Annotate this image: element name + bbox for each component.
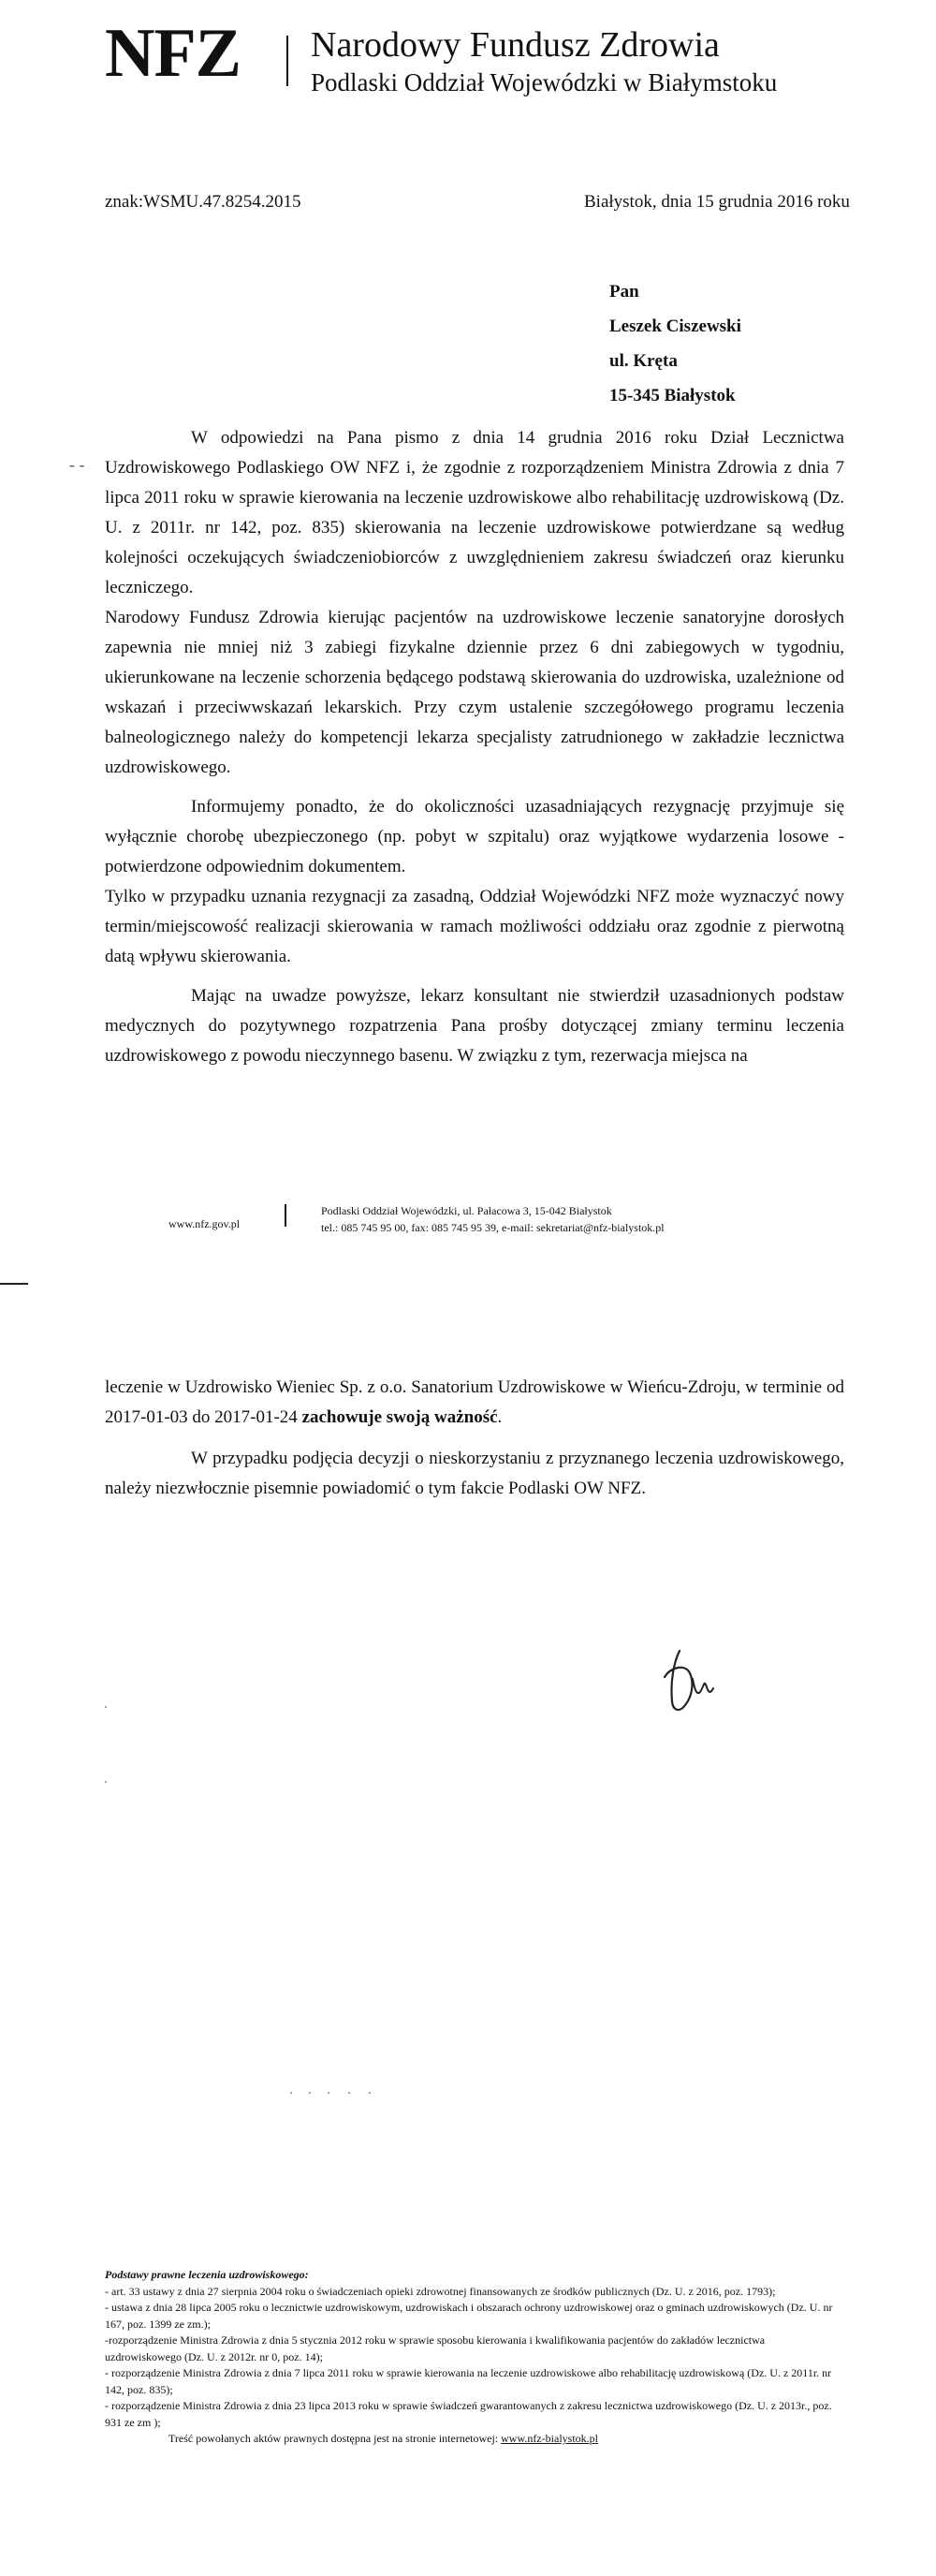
legal-item: - rozporządzenie Ministra Zdrowia z dnia 23 lipca 2013 roku w sprawie świadczeń gwarantowanych z zakresu lecznictwa uzdrowiskowego (Dz. U. z 2013r., poz. 931 ze zm ); — [105, 2399, 832, 2429]
legal-item: -rozporządzenie Ministra Zdrowia z dnia 5 stycznia 2012 roku w sprawie sposobu kierowania i kwalifikowania pacjentów do zakładów lecznictwa uzdrowiskowego (Dz. U. z 2012r. nr 0, poz. 14); — [105, 2333, 766, 2363]
branch-name: Podlaski Oddział Wojewódzki w Białymstoku — [311, 67, 778, 96]
footer-address-line: Podlaski Oddział Wojewódzki, ul. Pałacowa 3, 15-042 Białystok — [321, 1204, 612, 1217]
letter-body-continued — [105, 1373, 844, 1504]
paragraph-3: Informujemy ponadto, że do okoliczności uzasadniających rezygnację przyjmuje się wyłącznie chorobę ubezpieczonego (np. pobyt w szpitalu) oraz wyjątkowe wydarzenia losowe - potwierdzone odpowiednim dokumentem. — [105, 797, 844, 876]
continuation-text: leczenie w Uzdrowisko Wieniec Sp. z o.o. Sanatorium Uzdrowiskowe w Wieńcu-Zdroju, w terminie od 2017-01-03 do 2017-01-24 — [105, 1377, 844, 1427]
recipient-name: Leszek Ciszewski — [609, 316, 741, 336]
scan-dot — [105, 1706, 107, 1708]
reference-number: znak:WSMU.47.8254.2015 — [105, 192, 301, 212]
legal-item: - art. 33 ustawy z dnia 27 sierpnia 2004 roku o świadczeniach opieki zdrowotnej finansowanych ze środków publicznych (Dz. U. z 2016, poz. 1793); — [105, 2284, 776, 2298]
paragraph-4: Tylko w przypadku uznania rezygnacji za zasadną, Oddział Wojewódzki NFZ może wyznaczyć nowy termin/miejscowość realizacji skierowania w ramach możliwości oddziału oraz zgodnie z pierwotną datą wpływu skierowania. — [105, 887, 844, 966]
recipient-street: ul. Kręta — [609, 351, 678, 371]
legal-source-note — [105, 2431, 844, 2448]
scan-dot — [348, 2092, 350, 2094]
margin-mark: - - — [69, 455, 85, 474]
letterhead — [311, 24, 777, 97]
footer-contact — [321, 1202, 665, 1236]
institution-name: Narodowy Fundusz Zdrowia — [311, 25, 720, 65]
paragraph-2: Narodowy Fundusz Zdrowia kierując pacjentów na uzdrowiskowe leczenie sanatoryjne dorosłych zapewnia nie mniej niż 3 zabiegi fizykalne dziennie przez 6 dni zabiegowych w tygodniu, ukierunkowane na leczenie schorzenia będącego podstawą skierowania do uzdrowiska, uzależnione od wskazań i przeciwwskazań lekarskich. Przy czym ustalenie szczegółowego programu leczenia balneologicznego należy do kompetencji lekarza specjalisty zatrudnionego w zakładzie lecznictwa uzdrowiskowego. — [105, 608, 844, 777]
paragraph-1: W odpowiedzi na Pana pismo z dnia 14 grudnia 2016 roku Dział Lecznictwa Uzdrowiskowego Podlaskiego OW NFZ i, że zgodnie z rozporządzeniem Ministra Zdrowia z dnia 7 lipca 2011 roku w sprawie kierowania na leczenie uzdrowiskowe albo rehabilitację uzdrowiskową (Dz. U. z 2011r. nr 142, poz. 835) skierowania na leczenie uzdrowiskowe potwierdzane są według kolejności oczekujących świadczeniobiorców z uwzględnieniem zakresu świadczeń oraz kierunku leczniczego. — [105, 428, 844, 597]
paragraph-5: Mając na uwadze powyższe, lekarz konsultant nie stwierdził uzasadnionych podstaw medycznych do pozytywnego rozpatrzenia Pana prośby dotyczącej zmiany terminu leczenia uzdrowiskowego z powodu nieczynnego basenu. W związku z tym, rezerwacja miejsca na — [105, 986, 844, 1066]
recipient-address — [609, 274, 741, 413]
header-divider — [286, 36, 288, 86]
scan-dot — [309, 2092, 311, 2094]
scan-dot — [328, 2092, 329, 2094]
handwritten-signature — [651, 1643, 736, 1718]
legal-source-text: Treść powołanych aktów prawnych dostępna jest na stronie internetowej: — [168, 2432, 502, 2445]
scan-dot — [290, 2092, 292, 2094]
legal-heading: Podstawy prawne leczenia uzdrowiskowego: — [105, 2268, 309, 2281]
closing-paragraph: W przypadku podjęcia decyzji o nieskorzystaniu z przyznanego leczenia uzdrowiskowego, należy niezwłocznie pisemnie powiadomić o tym fakcie Podlaski OW NFZ. — [105, 1449, 844, 1498]
continuation-end: . — [497, 1407, 503, 1427]
recipient-city: 15-345 Białystok — [609, 386, 736, 405]
legal-item: - rozporządzenie Ministra Zdrowia z dnia 7 lipca 2011 roku w sprawie kierowania na leczenie uzdrowiskowe albo rehabilitację uzdrowiskową (Dz. U. z 2011r. nr 142, poz. 835); — [105, 2366, 832, 2396]
nfz-logo: NFZ — [105, 15, 241, 92]
place-and-date: Białystok, dnia 15 grudnia 2016 roku — [584, 192, 850, 212]
page-break-mark — [0, 1283, 28, 1285]
continuation-paragraph — [105, 1373, 844, 1433]
recipient-salutation: Pan — [609, 282, 639, 302]
legal-item: - ustawa z dnia 28 lipca 2005 roku o lecznictwie uzdrowiskowym, uzdrowiskach i obszarach ochrony uzdrowiskowej oraz o gminach uzdrowiskowych (Dz. U. nr 167, poz. 1399 ze zm.); — [105, 2301, 833, 2331]
scan-dot — [105, 1781, 107, 1783]
nfz-bialystok-link[interactable]: www.nfz-bialystok.pl — [501, 2432, 599, 2445]
legal-basis — [105, 2267, 844, 2448]
validity-statement: zachowuje swoją ważność — [301, 1407, 498, 1427]
footer-website: www.nfz.gov.pl — [168, 1217, 241, 1230]
footer-phone-line: tel.: 085 745 95 00, fax: 085 745 95 39, e-mail: sekretariat@nfz-bialystok.pl — [321, 1221, 665, 1234]
letter-body — [105, 423, 844, 1071]
footer-divider — [285, 1204, 286, 1227]
scan-dot — [369, 2092, 371, 2094]
